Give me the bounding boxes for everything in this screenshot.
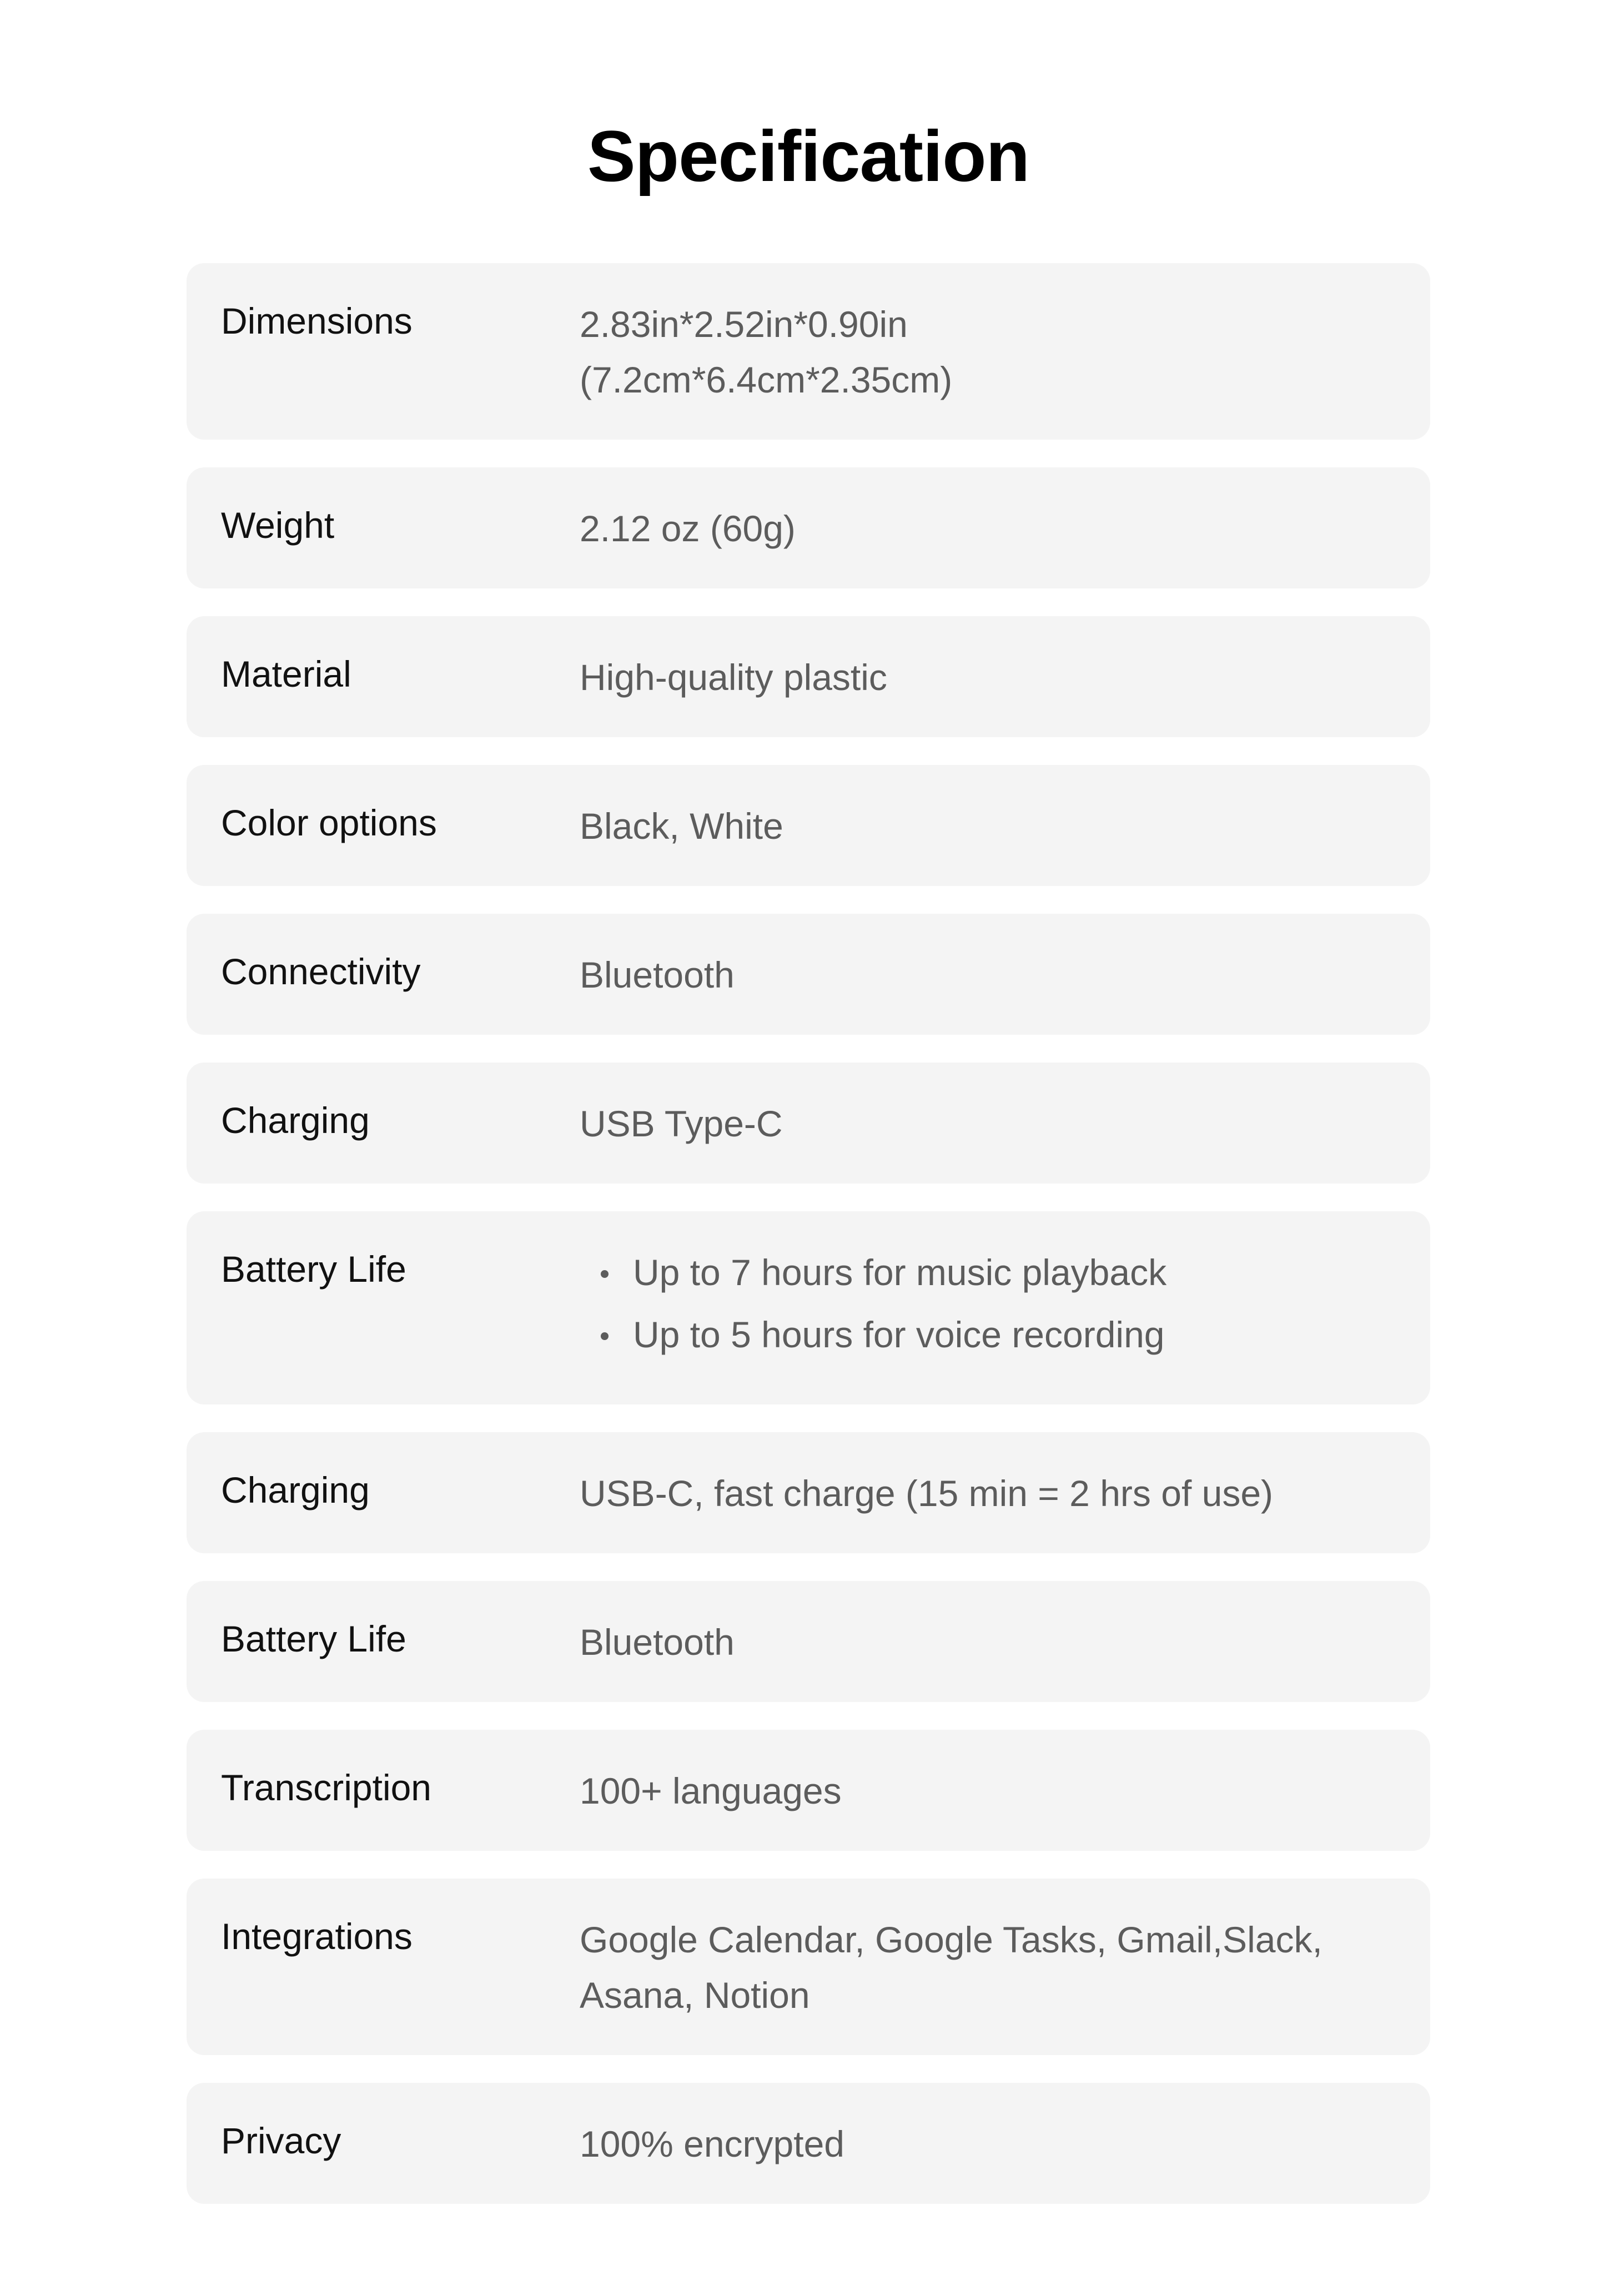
list-item: Up to 5 hours for voice recording [580,1303,1401,1366]
spec-row-charging [187,1063,1430,1184]
spec-row-connectivity [187,914,1430,1035]
bullet-list [580,1241,1401,1366]
spec-value: USB Type-C [580,1103,783,1144]
spec-label: Battery Life [221,1618,406,1659]
spec-label: Battery Life [221,1248,406,1290]
spec-row-charging-fast [187,1432,1430,1553]
spec-label: Integrations [221,1916,413,1957]
spec-row-color-options [187,765,1430,886]
spec-value-line: (7.2cm*6.4cm*2.35cm) [580,359,953,400]
spec-row-battery-life [187,1211,1430,1404]
spec-value: 100+ languages [580,1770,842,1811]
spec-value: 2.12 oz (60g) [580,508,796,549]
spec-row-privacy [187,2083,1430,2204]
spec-label: Color options [221,802,437,843]
spec-value-line: Google Calendar, Google Tasks, Gmail,Slack, [580,1919,1323,1960]
spec-row-transcription [187,1730,1430,1851]
spec-label: Charging [221,1100,370,1141]
spec-row-weight [187,467,1430,588]
spec-label: Weight [221,505,335,546]
spec-value: USB-C, fast charge (15 min = 2 hrs of use) [580,1473,1274,1514]
spec-row-material [187,616,1430,737]
spec-label: Dimensions [221,300,413,341]
spec-value: 100% encrypted [580,2123,844,2164]
spec-value-line: Asana, Notion [580,1975,810,2016]
spec-label: Privacy [221,2120,341,2161]
page-title: Specification [587,115,1030,197]
spec-value [580,1241,1401,1366]
spec-value-line: 2.83in*2.52in*0.90in [580,304,908,345]
spec-label: Charging [221,1469,370,1510]
spec-row-integrations [187,1879,1430,2055]
spec-value: Black, White [580,805,783,847]
spec-row-battery-life-2 [187,1581,1430,1702]
spec-value: Bluetooth [580,1622,735,1663]
spec-label: Material [221,653,351,694]
spec-value: High-quality plastic [580,657,887,698]
spec-label: Connectivity [221,951,421,992]
spec-value: Bluetooth [580,954,735,995]
list-item: Up to 7 hours for music playback [580,1241,1401,1303]
spec-label: Transcription [221,1767,432,1808]
spec-row-dimensions [187,263,1430,440]
spec-value [580,1912,1401,2023]
spec-value [580,296,1401,407]
